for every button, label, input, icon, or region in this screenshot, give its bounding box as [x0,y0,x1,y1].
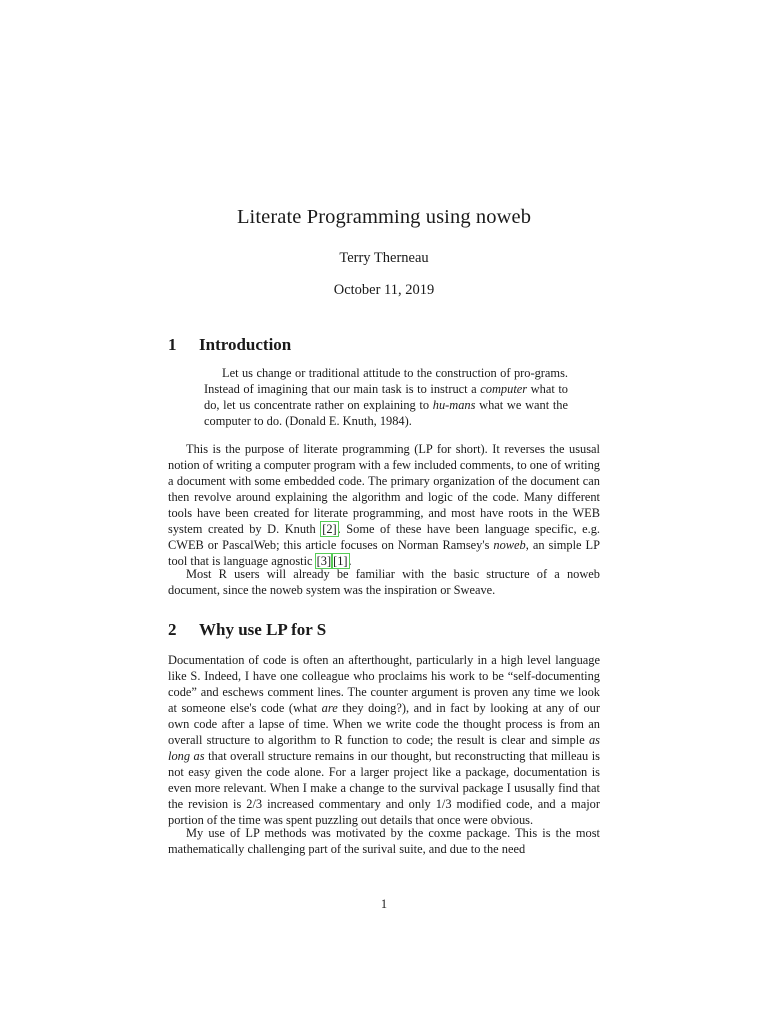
paragraph-emphasis: noweb [493,538,526,552]
paragraph-text: My use of LP methods was motivated by the coxme package. This is the most mathematically challenging part of the surival suite, and due to the need [168,826,600,856]
paragraph-r-users [168,566,600,598]
paragraph-text: that overall structure remains in our thought, but reconstructing that milleau is not easy given the code alone. For a larger project like a package, documentation is even more relevant. When I make a change to the survival package I ususally find that the revision is 2/3 increased commentary and only 1/3 modified code, and a major portion of the time was spent puzzling out details that once were obvious. [168,749,600,827]
paragraph-text: . [348,554,352,568]
section-heading-why-lp [168,620,326,640]
quote-emphasis: computer [480,382,528,396]
paragraph-emphasis: are [321,701,338,715]
section-number: 2 [168,620,177,639]
paragraph-text: , an simple LP tool that is language agnostic [168,538,600,568]
section-number: 1 [168,335,177,354]
section-title: Why use LP for S [199,620,327,639]
section-title: Introduction [199,335,292,354]
page-number: 1 [380,897,388,911]
quote-text: what to do, let us concentrate rather on explaining to [204,382,569,412]
paragraph-emphasis: as long as [168,733,600,763]
paragraph-text: Documentation of code is often an afterthought, particularly in a high level language like S. Indeed, I have one colleague who proclaims his work to be “self-documenting code” and eschews comment lines. The counter argument is proven any time we look at someone else's code (what [168,653,600,715]
quote-text: Let us change or traditional attitude to the construction of pro-grams. Instead of imagining that our main task is to instruct a [204,366,568,396]
citation-link[interactable]: [3] [316,554,332,568]
quote-text: what we want the computer to do. (Donald E. Knuth, 1984). [204,398,568,428]
paragraph-text: they doing?), and in fact by looking at any of our own code after a lapse of time. When we write code the thought process is from an overall structure to algorithm to R function to code; the result is clear and simple [168,701,600,747]
citation-link[interactable]: [2] [322,522,337,536]
citation-link[interactable]: [1] [333,554,348,568]
knuth-quote [204,365,568,429]
paragraph-documentation [168,652,600,828]
quote-emphasis: hu-mans [432,398,476,412]
document-date: October 11, 2019 [333,282,435,298]
document-title: Literate Programming using noweb [236,206,532,228]
document-author: Terry Therneau [339,250,429,266]
paragraph-text: Most R users will already be familiar with the basic structure of a noweb document, since the noweb system was the inspiration or Sweave. [168,567,600,597]
paragraph-text: This is the purpose of literate programming (LP for short). It reverses the ususal notion of writing a computer program with a few included comments, to one of writing a document with some embedded code. The primary organization of the document can then revolve around explaining the algorithm and logic of the code. Many different tools have been created for literate programming, and most have roots in the WEB system created by D. Knuth [168,442,600,536]
section-heading-introduction [168,335,291,355]
paragraph-text: . Some of these have been language specific, e.g. CWEB or PascalWeb; this article focuses on Norman Ramsey's [168,522,600,552]
paragraph-coxme [168,825,600,857]
paragraph-lp-purpose [168,441,600,569]
